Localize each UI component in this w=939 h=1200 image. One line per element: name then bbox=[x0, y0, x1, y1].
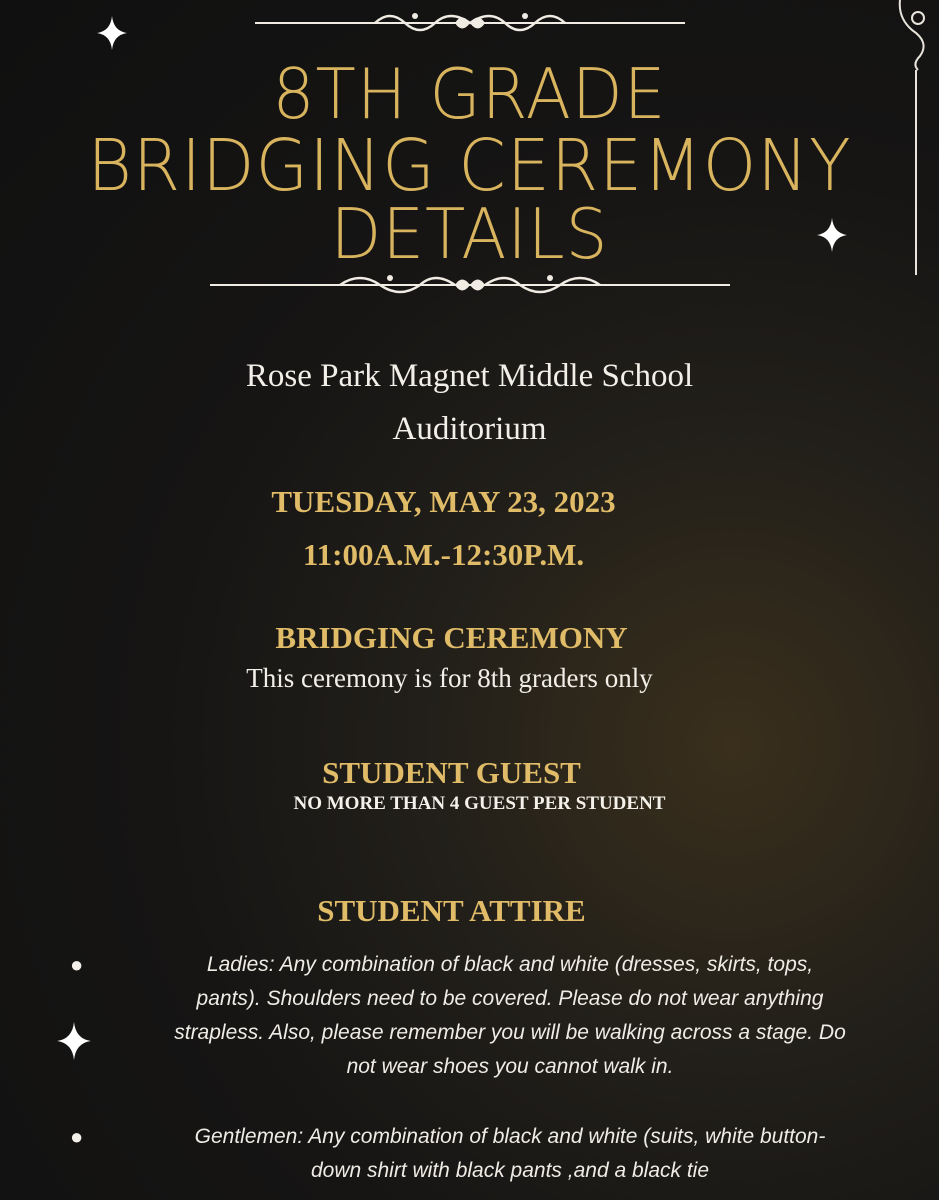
ceremony-heading: BRIDGING CEREMONY bbox=[275, 620, 628, 655]
attire-gentlemen-line: down shirt with black pants ,and a black tie bbox=[310, 1159, 710, 1182]
event-time: 11:00A.M.-12:30P.M. bbox=[302, 537, 585, 572]
attire-ladies-line: pants). Shoulders need to be covered. Please do not wear anything bbox=[196, 987, 824, 1010]
ceremony-text: This ceremony is for 8th graders only bbox=[246, 663, 653, 693]
attire-item-gentlemen bbox=[95, 1120, 925, 1188]
guest-heading: STUDENT GUEST bbox=[322, 755, 581, 790]
attire-item-ladies bbox=[95, 948, 925, 1084]
attire-ladies-line: not wear shoes you cannot walk in. bbox=[346, 1055, 674, 1078]
sparkle-icon bbox=[97, 16, 127, 50]
attire-ladies-line: strapless. Also, please remember you will be walking across a stage. Do bbox=[174, 1021, 846, 1044]
bullet-icon: ● bbox=[70, 952, 84, 977]
event-date: TUESDAY, MAY 23, 2023 bbox=[271, 484, 616, 519]
title-line-3: DETAILS bbox=[330, 194, 609, 275]
ornamental-divider-icon bbox=[210, 268, 730, 302]
bullet-icon: ● bbox=[70, 1124, 84, 1149]
guest-text: NO MORE THAN 4 GUEST PER STUDENT bbox=[293, 793, 666, 814]
attire-ladies-line: Ladies: Any combination of black and white (dresses, skirts, tops, bbox=[206, 953, 814, 976]
attire-gentlemen-line: Gentlemen: Any combination of black and white (suits, white button- bbox=[194, 1125, 826, 1148]
ornamental-divider-icon bbox=[255, 6, 685, 40]
venue-room: Auditorium bbox=[392, 411, 547, 447]
title-line-2: BRIDGING CEREMONY bbox=[87, 125, 852, 208]
venue-name: Rose Park Magnet Middle School bbox=[245, 358, 694, 394]
title-line-1: 8TH GRADE bbox=[272, 54, 667, 135]
sparkle-icon bbox=[57, 1022, 91, 1060]
attire-heading: STUDENT ATTIRE bbox=[317, 893, 586, 928]
